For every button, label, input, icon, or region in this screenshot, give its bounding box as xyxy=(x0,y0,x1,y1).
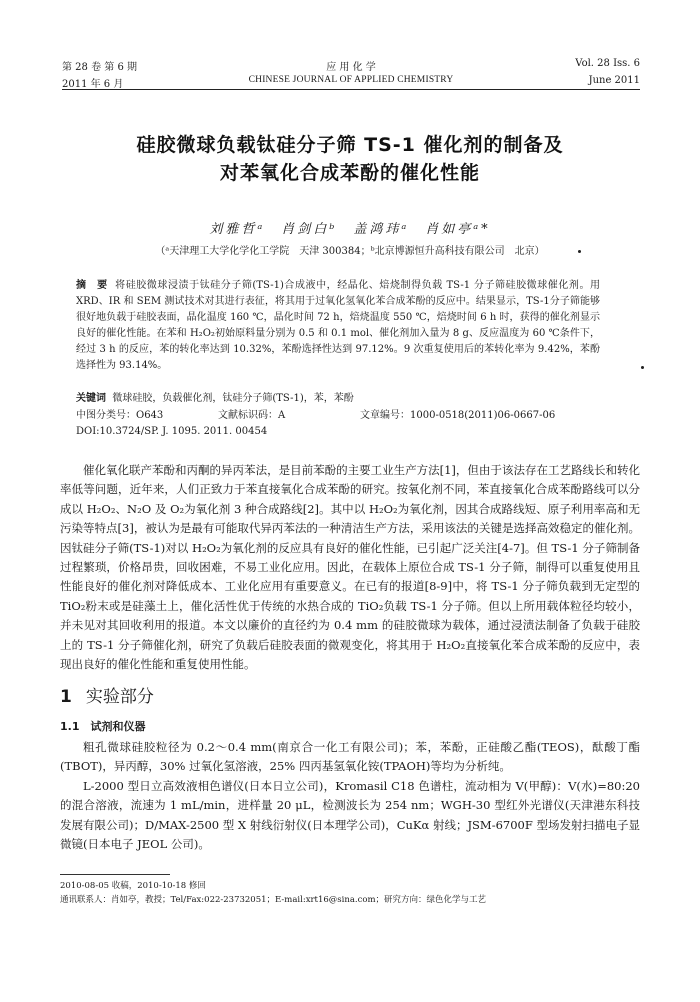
keywords-label: 关键词 xyxy=(76,393,106,404)
scan-speck xyxy=(641,366,644,369)
keywords-text: 微球硅胶，负载催化剂，钛硅分子筛(TS-1)，苯，苯酚 xyxy=(112,393,354,404)
instruments-paragraph: L-2000 型日立高效液相色谱仪(日本日立公司)，Kromasil C18 色谱柱，流动相为 V(甲醇)：V(水)=80:20 的混合溶液，流速为 1 mL/min，进样量 20 μL，检测波长为 254 nm；WGH-30 型红外光谱仪(天津港东科技发展有限公司)；D/MAX-2500 型 X 射线衍射仪(日本理学公司)，CuKα 射线；JSM-6700F 型场发射扫描电子显微镜(日本电子 JEOL 公司)。 xyxy=(60,779,640,852)
section-title: 实验部分 xyxy=(85,687,154,707)
header-date-cn: 2011 年 6 月 xyxy=(62,79,124,90)
footnote-rule xyxy=(60,874,170,875)
paper-title-line2: 对苯氧化合成苯酚的催化性能 xyxy=(219,162,480,184)
footnote-contact: 通讯联系人：肖如亭，教授；Tel/Fax:022-23732051；E-mail:xrt16@sina.com；研究方向：绿色化学与工艺 xyxy=(60,895,487,905)
author-list: 刘雅哲ᵃ 肖剑白ᵇ 盖鸿玮ᵃ 肖如亭ᵃ* xyxy=(209,222,491,237)
clc-number: 中图分类号：O643 xyxy=(76,410,164,421)
header-rule xyxy=(62,89,640,90)
document-code: 文献标识码：A xyxy=(218,410,286,421)
affiliation: （ᵃ天津理工大学化学化工学院 天津 300384；ᵇ北京博源恒升高科技有限公司 北京） xyxy=(155,246,545,257)
article-number: 文章编号：1000-0518(2011)06-0667-06 xyxy=(360,410,556,421)
abstract xyxy=(76,278,600,374)
abstract-text: 将硅胶微球浸渍于钛硅分子筛(TS-1)合成液中，经晶化、焙烧制得负载 TS-1 分子筛硅胶微球催化剂。用 XRD、IR 和 SEM 测试技术对其进行表征，将其用于过氧化氢氧化苯合成苯酚的反应中。结果显示，TS-1分子筛能够很好地负载于硅胶表面，晶化温度 160 ℃，晶化时间 72 h，焙烧温度 550 ℃，焙烧时间 6 h 时，获得的催化剂显示良好的催化性能。在苯和 H₂O₂初始原料量分别为 0.5 和 0.1 mol、催化剂加入量为 8 g、反应温度为 60 ℃条件下，经过 3 h 的反应，苯的转化率达到 10.32%，苯酚选择性达到 97.12%。9 次重复使用后的苯转化率为 9.42%，苯酚选择性为 93.14%。 xyxy=(76,280,601,371)
paper-title-line1: 硅胶微球负载钛硅分子筛 TS-1 催化剂的制备及 xyxy=(136,134,564,156)
abstract-label: 摘 要 xyxy=(76,280,108,291)
header-date-en: June 2011 xyxy=(588,75,640,86)
reagents-paragraph: 粗孔微球硅胶粒径为 0.2～0.4 mm(南京合一化工有限公司)；苯，苯酚，正硅酸乙酯(TEOS)，酞酸丁酯(TBOT)，异丙醇，30% 过氧化氢溶液，25% 四丙基氢氧化铵(TPAOH)等均为分析纯。 xyxy=(60,740,640,774)
running-header xyxy=(62,58,640,92)
doi: DOI:10.3724/SP. J. 1095. 2011. 00454 xyxy=(76,426,268,437)
header-journal-cn: 应 用 化 学 xyxy=(326,62,376,73)
header-journal-en: CHINESE JOURNAL OF APPLIED CHEMISTRY xyxy=(248,75,454,85)
footnote-received: 2010-08-05 收稿，2010-10-18 修回 xyxy=(60,881,206,891)
scan-speck xyxy=(578,250,581,253)
section-heading xyxy=(60,682,154,707)
header-volume-en: Vol. 28 Iss. 6 xyxy=(575,58,640,69)
section-number: 1 xyxy=(60,687,72,707)
subsection-heading: 1.1 试剂和仪器 xyxy=(60,720,146,733)
keywords xyxy=(76,391,600,407)
header-volume-cn: 第 28 卷 第 6 期 xyxy=(62,62,137,73)
intro-paragraph: 催化氧化联产苯酚和丙酮的异丙苯法，是目前苯酚的主要工业生产方法[1]，但由于该法存在工艺路线长和转化率低等问题，近年来，人们正致力于苯直接氧化合成苯酚的研究。按氧化剂不同，苯直接氧化合成苯酚路线可以分成以 H₂O₂、N₂O 及 O₂为氧化剂 3 种合成路线[2]。其中以 H₂O₂为氧化剂，因其合成路线短、原子利用率高和无污染等特点[3]，被认为是最有可能取代异丙苯法的一种清洁生产方法，采用该法的关键是选择高效稳定的催化剂。因钛硅分子筛(TS-1)对以 H₂O₂为氧化剂的反应具有良好的催化性能，已引起广泛关注[4-7]。但 TS-1 分子筛制备过程繁琐，价格昂贵，回收困难，不易工业化应用。因此，在载体上原位合成 TS-1 分子筛，制得可以重复使用且性能良好的催化剂对降低成本、工业化应用有重要意义。在已有的报道[8-9]中，将 TS-1 分子筛负载到无定型的 TiO₂粉末或是硅藻土上，催化活性优于传统的水热合成的 TiO₂负载 TS-1 分子筛。但以上所用载体粒径均较小，并未见对其回收利用的报道。本文以廉价的直径约为 0.4 mm 的硅胶微球为载体，通过浸渍法制备了负载于硅胶上的 TS-1 分子筛催化剂，研究了负载后硅胶表面的微观变化，将其用于 H₂O₂直接氧化苯合成苯酚的反应中，表现出良好的催化性能和重复使用性能。 xyxy=(60,463,640,672)
